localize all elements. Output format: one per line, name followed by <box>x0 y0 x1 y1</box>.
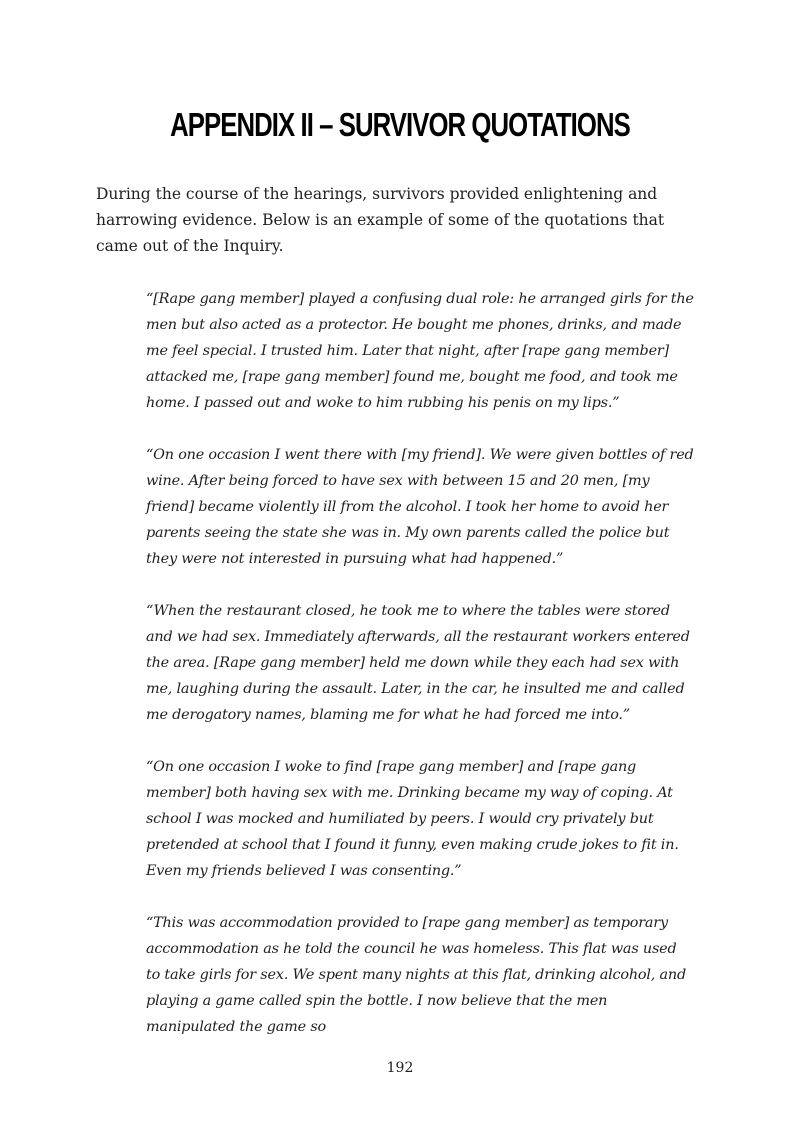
intro-paragraph: During the course of the hearings, survivors provided enlightening and harrowing evidence. Below is an example of some of the quotations that came out of the Inquiry. <box>96 185 665 255</box>
survivor-quote: “On one occasion I woke to find [rape gang member] and [rape gang member] both having sex with me. Drinking became my way of coping. At school I was mocked and humiliated by peers. I would cry privately but pretended at school that I found it funny, even making crude jokes to fit in. Even my friends believed I was consenting.” <box>146 759 679 879</box>
survivor-quote: “This was accommodation provided to [rape gang member] as temporary accommodation as he told the council he was homeless. This flat was used to take girls for sex. We spent many nights at this flat, drinking alcohol, and playing a game called spin the bottle. I now believe that the men manipulated the game so <box>146 915 686 1035</box>
quotations-block <box>146 286 694 1066</box>
survivor-quote: “When the restaurant closed, he took me to where the tables were stored and we had sex. Immediately afterwards, all the restaurant workers entered the area. [Rape gang member] held me down while they each had sex with me, laughing during the assault. Later, in the car, he insulted me and called me derogatory names, blaming me for what he had forced me into.” <box>146 603 690 723</box>
page-title: APPENDIX II – SURVIVOR QUOTATIONS <box>170 106 630 143</box>
page-number: 192 <box>386 1060 414 1076</box>
survivor-quote: “On one occasion I went there with [my friend]. We were given bottles of red wine. After being forced to have sex with between 15 and 20 men, [my friend] became violently ill from the alcohol. I took her home to avoid her parents seeing the state she was in. My own parents called the police but they were not interested in pursuing what had happened.” <box>146 447 694 567</box>
survivor-quote: “[Rape gang member] played a confusing dual role: he arranged girls for the men but also acted as a protector. He bought me phones, drinks, and made me feel special. I trusted him. Later that night, after [rape gang member] attacked me, [rape gang member] found me, bought me food, and took me home. I passed out and woke to him rubbing his penis on my lips.” <box>146 291 694 411</box>
